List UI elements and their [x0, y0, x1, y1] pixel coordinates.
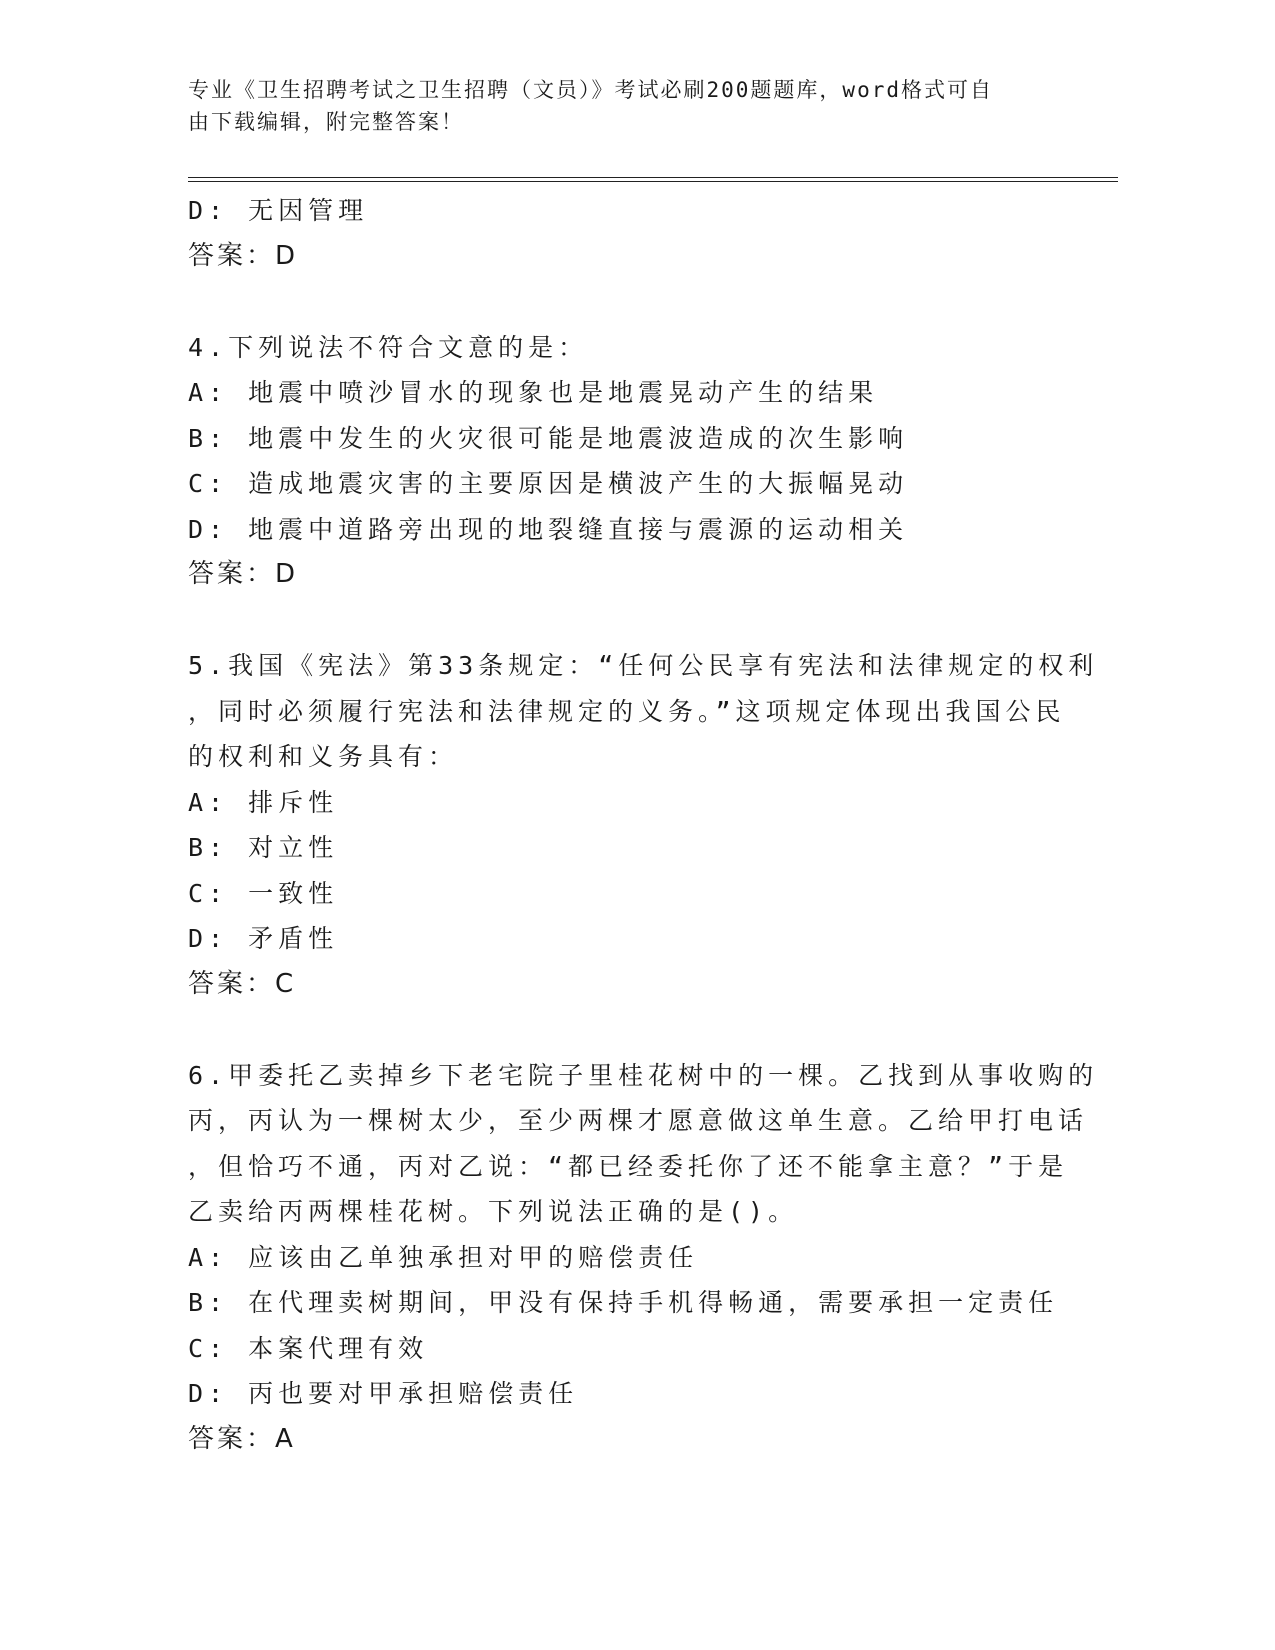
question-5: [188, 643, 1099, 1007]
spacer: [188, 279, 1088, 325]
option-a: A: 应该由乙单独承担对甲的赔偿责任: [188, 1242, 699, 1272]
option-c: C: 本案代理有效: [188, 1333, 429, 1363]
option-d: D: 丙也要对甲承担赔偿责任: [188, 1379, 579, 1408]
spacer: [188, 1007, 1088, 1053]
spacer: [188, 598, 1088, 644]
answer: 答案：D: [188, 559, 299, 589]
question-stem-line-2: ，同时必须履行宪法和法律规定的义务。”这项规定体现出我国公民: [188, 696, 1066, 726]
answer: 答案：A: [188, 1423, 296, 1454]
answer: 答案：C: [188, 968, 297, 999]
option-b: B: 地震中发生的火灾很可能是地震波造成的次生影响: [188, 423, 909, 453]
option-b: B: 对立性: [188, 833, 339, 862]
question-6: [188, 1053, 1099, 1463]
option-a: A: 地震中喷沙冒水的现象也是地震晃动产生的结果: [188, 378, 879, 407]
header-rule: [188, 177, 1118, 178]
answer: 答案：D: [188, 240, 299, 271]
question-stem-line-1: 5.我国《宪法》第33条规定：“任何公民享有宪法和法律规定的权利: [188, 651, 1099, 680]
option-d: D: 矛盾性: [188, 924, 339, 953]
question-3-tail: [188, 188, 1088, 279]
option-d: D: 无因管理: [188, 196, 369, 225]
question-4: [188, 325, 1088, 598]
document-body: [188, 188, 1099, 1462]
question-stem-line-1: 6.甲委托乙卖掉乡下老宅院子里桂花树中的一棵。乙找到从事收购的: [188, 1060, 1099, 1090]
question-stem-line-3: ，但恰巧不通，丙对乙说：“都已经委托你了还不能拿主意？”于是: [188, 1151, 1069, 1181]
question-stem: 4.下列说法不符合文意的是：: [188, 332, 589, 362]
option-c: C: 一致性: [188, 878, 339, 908]
option-a: A: 排斥性: [188, 787, 339, 817]
header-line-1: 专业《卫生招聘考试之卫生招聘（文员）》考试必刷200题题库，word格式可自: [188, 78, 993, 102]
question-stem-line-2: 丙，丙认为一棵树太少，至少两棵才愿意做这单生意。乙给甲打电话: [188, 1106, 1089, 1135]
document-header: [188, 74, 1088, 138]
option-c: C: 造成地震灾害的主要原因是横波产生的大振幅晃动: [188, 469, 909, 498]
header-line-2: 由下载编辑，附完整答案！: [188, 110, 464, 134]
option-d: D: 地震中道路旁出现的地裂缝直接与震源的运动相关: [188, 514, 909, 544]
question-stem-line-4: 乙卖给丙两棵桂花树。下列说法正确的是()。: [188, 1197, 799, 1226]
header-rule-double: [188, 181, 1118, 182]
option-b: B: 在代理卖树期间，甲没有保持手机得畅通，需要承担一定责任: [188, 1288, 1059, 1317]
question-stem-line-3: 的权利和义务具有：: [188, 742, 459, 771]
